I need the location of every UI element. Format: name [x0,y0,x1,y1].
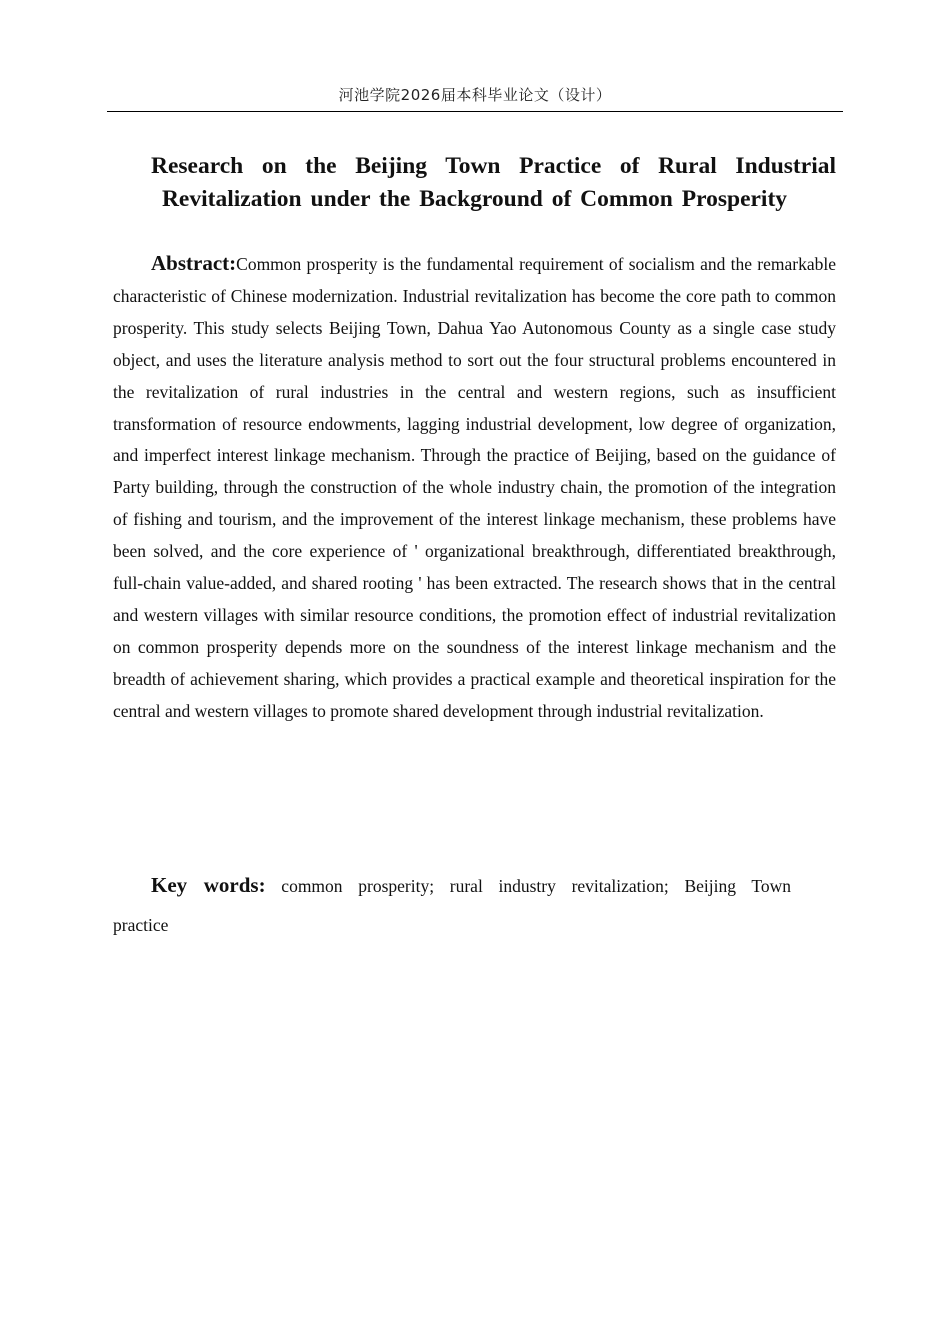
abstract-text: Common prosperity is the fundamental requirement of socialism and the remarkable characteristic of Chinese modernization. Industrial revitalization has become the core path to common prosperity. This study selects Beijing Town, Dahua Yao Autonomous County as a single case study object, and uses the literature analysis method to sort out the four structural problems encountered in the revitalization of rural industries in the central and western regions, such as insufficient transformation of resource endowments, lagging industrial development, low degree of organization, and imperfect interest linkage mechanism. Through the practice of Beijing, based on the guidance of Party building, through the construction of the whole industry chain, the promotion of the integration of fishing and tourism, and the improvement of the interest linkage mechanism, these problems have been solved, and the core experience of ' organizational breakthrough, differentiated breakthrough, full-chain value-added, and shared rooting ' has been extracted. The research shows that in the central and western villages with similar resource conditions, the promotion effect of industrial revitalization on common prosperity depends more on the soundness of the interest linkage mechanism and the breadth of achievement sharing, which provides a practical example and theoretical inspiration for the central and western villages to promote shared development through industrial revitalization. [113,254,836,721]
keywords-label: Key words: [151,873,266,897]
abstract-paragraph [113,248,836,728]
keywords-text: common prosperity; rural industry revitalization; Beijing Town practice [113,876,791,935]
paper-title: Research on the Beijing Town Practice of Rural Industrial Revitalization under the Background of Common Prosperity [151,153,836,212]
page-header [107,84,843,112]
abstract-label: Abstract: [151,251,237,275]
keywords-paragraph [113,866,791,945]
header-text: 河池学院2026届本科毕业论文（设计） [338,86,612,104]
